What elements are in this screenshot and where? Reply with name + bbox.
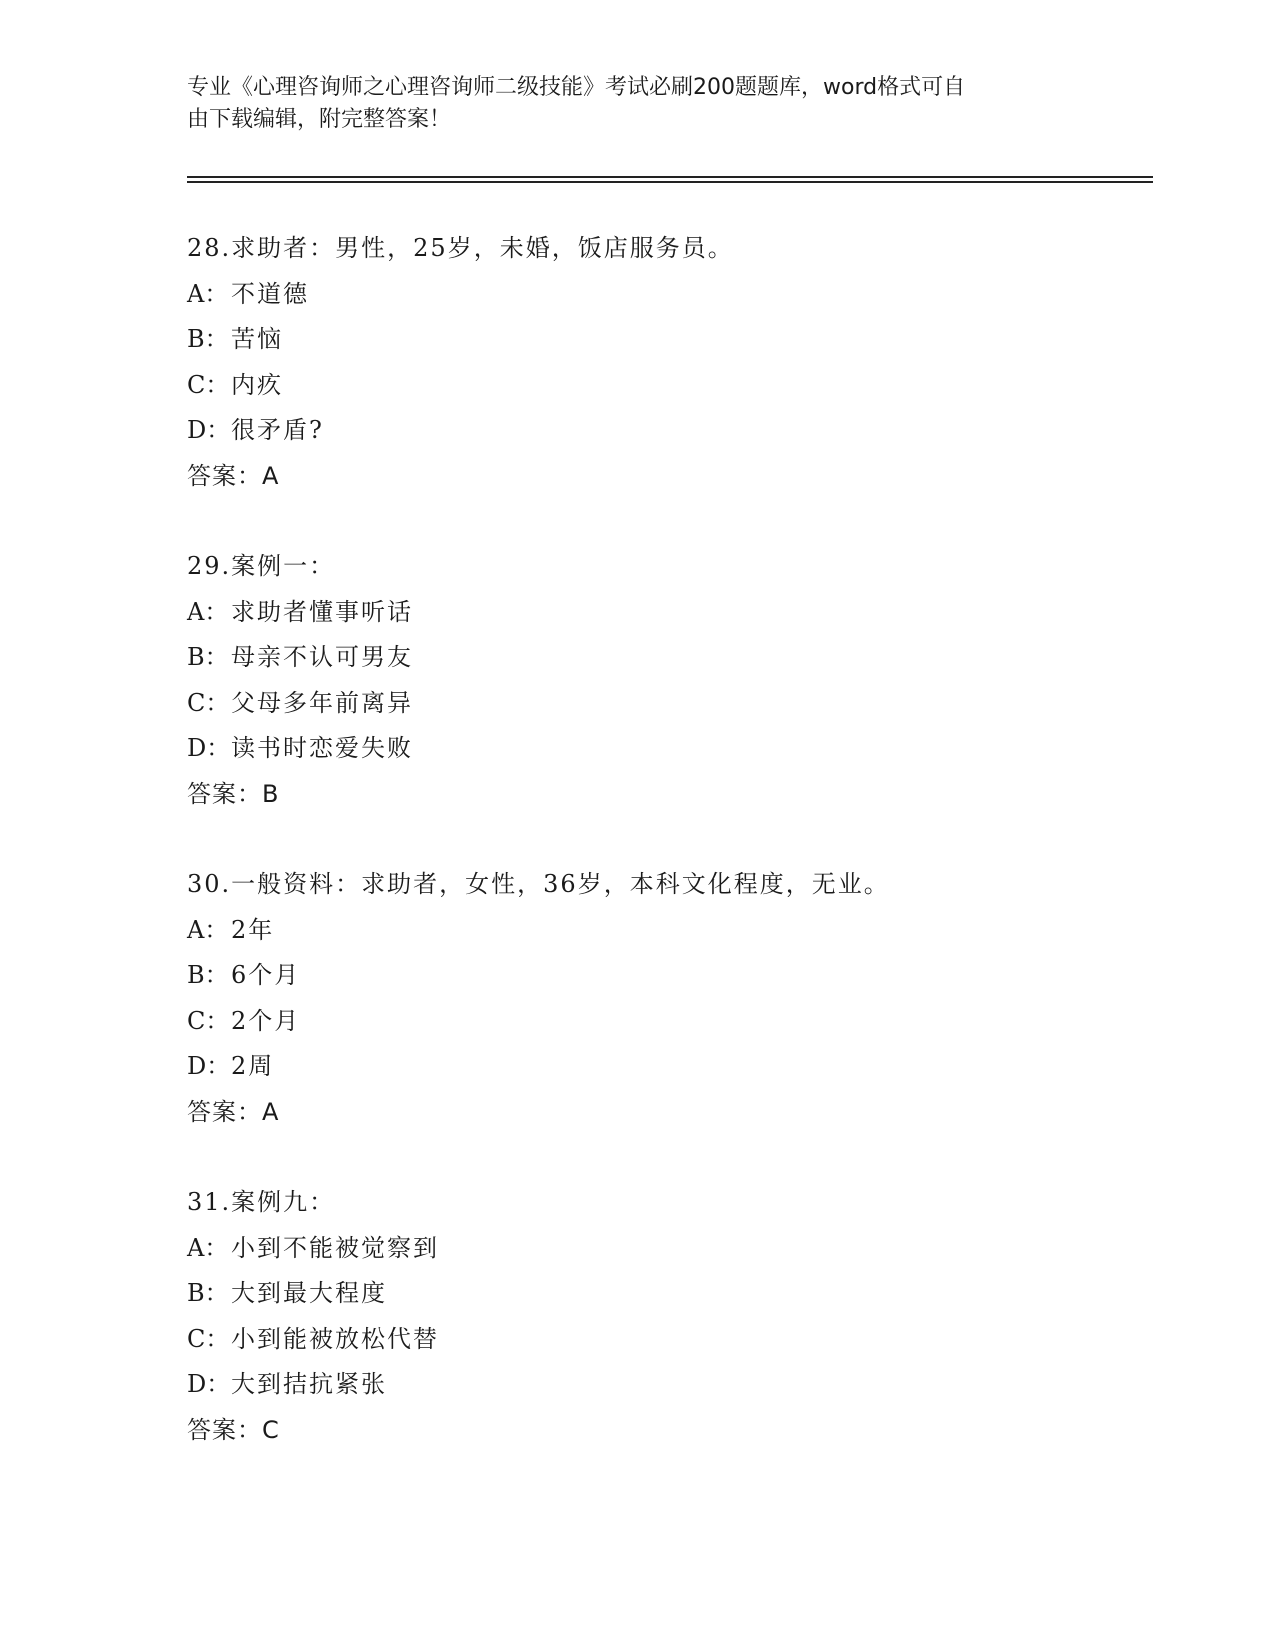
option-d: D：很矛盾?: [187, 416, 324, 444]
question-29: [187, 544, 413, 817]
question-28: [187, 226, 734, 499]
question-stem: 30.一般资料：求助者，女性，36岁，本科文化程度，无业。: [187, 870, 890, 898]
option-d: D：2周: [187, 1052, 275, 1080]
question-stem: 29.案例一：: [187, 552, 336, 580]
header-line-1: 专业《心理咨询师之心理咨询师二级技能》考试必刷200题题库，word格式可自: [187, 75, 966, 100]
option-a: A： 求助者懂事听话: [187, 597, 413, 626]
option-d: D：读书时恋爱失败: [187, 734, 413, 762]
answer: 答案：B: [187, 779, 280, 808]
option-c: C：2个月: [187, 1006, 301, 1035]
header-line-2: 由下载编辑，附完整答案！: [187, 107, 452, 132]
option-c: C：内疚: [187, 370, 283, 399]
option-d: D：大到拮抗紧张: [187, 1370, 387, 1398]
question-30: [187, 862, 890, 1135]
answer: 答案：A: [187, 461, 280, 490]
question-31: [187, 1180, 439, 1453]
question-stem: 31.案例九：: [187, 1188, 336, 1216]
option-b: B：苦恼: [187, 325, 283, 353]
header-divider-bottom: [187, 181, 1153, 183]
option-b: B：母亲不认可男友: [187, 643, 413, 671]
question-stem: 28.求助者：男性，25岁，未婚，饭店服务员。: [187, 234, 734, 262]
option-b: B：大到最大程度: [187, 1279, 387, 1307]
option-a: A： 小到不能被觉察到: [187, 1233, 439, 1262]
option-a: A： 不道德: [187, 279, 309, 308]
option-c: C：父母多年前离异: [187, 688, 413, 717]
option-c: C：小到能被放松代替: [187, 1324, 439, 1353]
option-a: A： 2年: [187, 915, 275, 944]
header-divider-top: [187, 176, 1153, 178]
answer: 答案：C: [187, 1415, 280, 1444]
document-header: [187, 72, 1067, 136]
option-b: B：6个月: [187, 961, 301, 989]
answer: 答案：A: [187, 1097, 280, 1126]
